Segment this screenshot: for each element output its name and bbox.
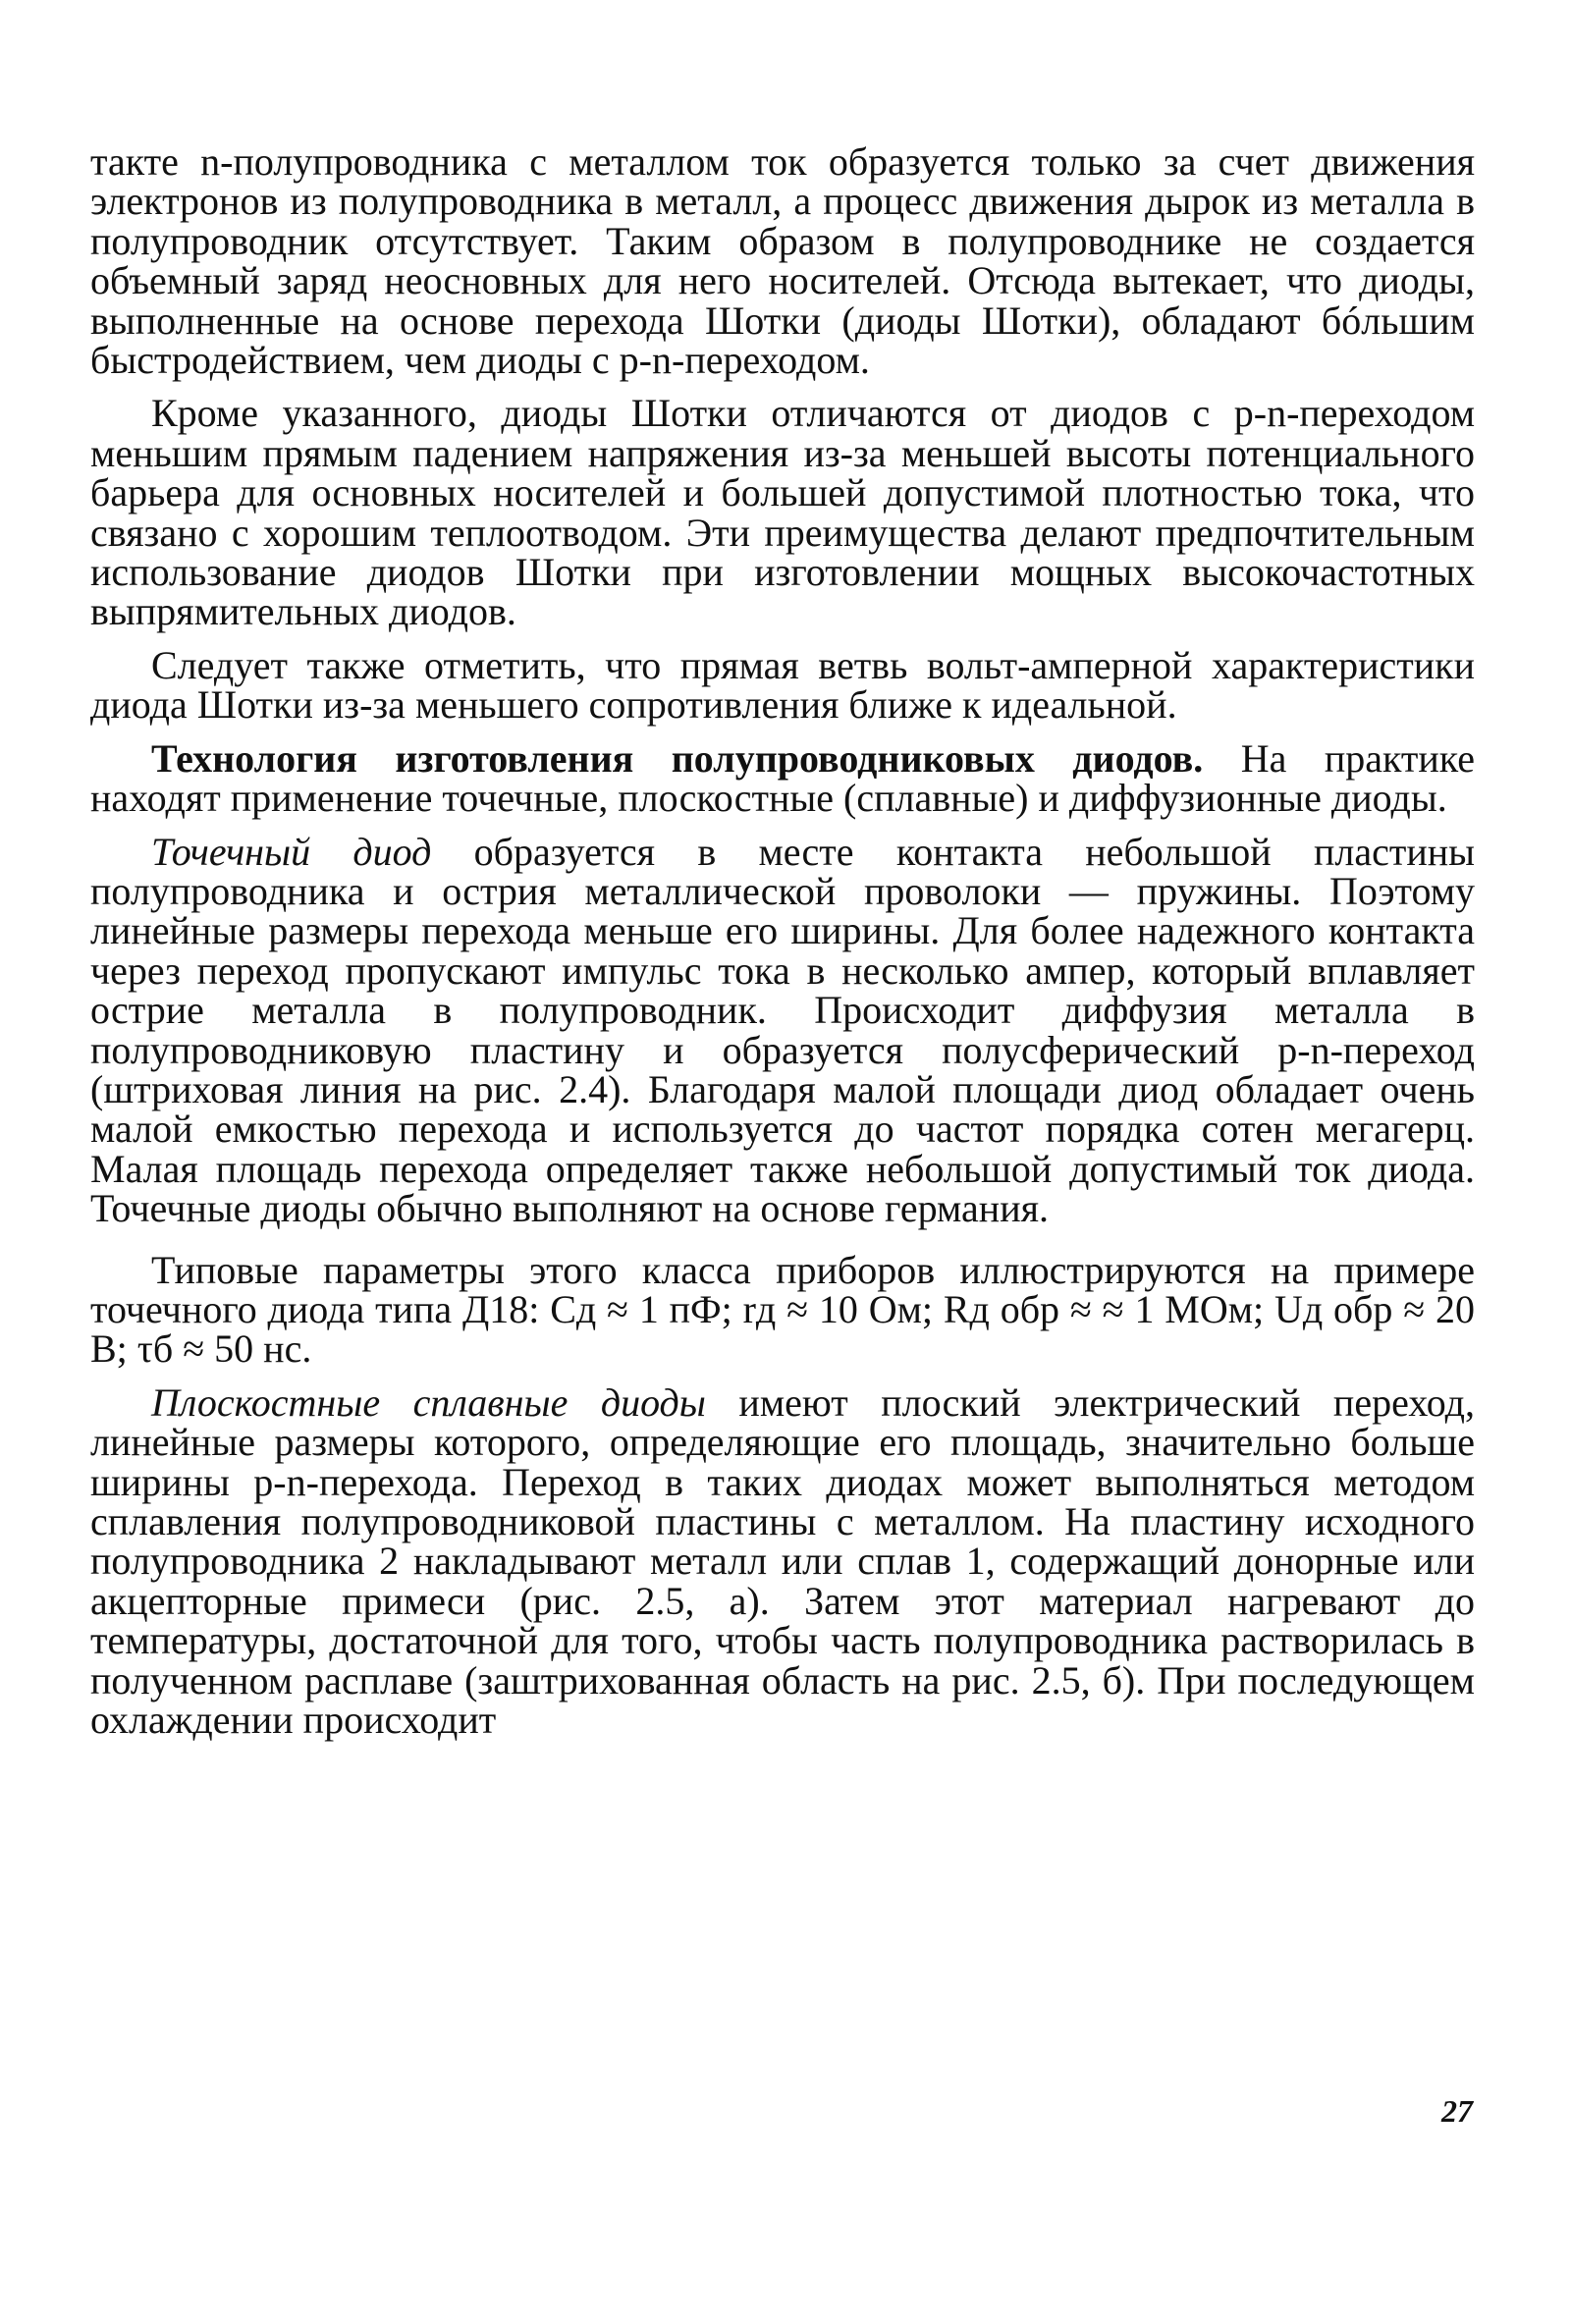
page-number: 27: [1441, 2093, 1473, 2129]
term-alloy-diodes: Плоскостные сплавные диоды: [151, 1379, 706, 1425]
paragraph-schottky-advantages: Кроме указанного, диоды Шотки отличаются от диодов с p-n-переходом меньшим прямым падением напряжения из-за меньшей высоты потенциального барьера для основных носителей и большей допустимой плотностью тока, что связано с хорошим теплоотводом. Эти преимущества делают предпочтительным использование диодов Шотки при изготовлении мощных высокочастотных выпрямительных диодов.: [90, 391, 1475, 634]
paragraph-typical-params: Типовые параметры этого класса приборов иллюстрируются на примере точечного диода типа Д18: Cд ≈ 1 пФ; rд ≈ 10 Ом; Rд обр ≈ ≈ 1 МОм; Uд обр ≈ 20 В; τб ≈ 50 нс.: [90, 1247, 1475, 1372]
paragraph-point-diode: [90, 829, 1476, 1231]
page-body: [90, 139, 1476, 1754]
section-heading-text: На практике находят применение точечные, плоскостные (сплавные) и диффузионные диоды.: [90, 735, 1475, 821]
paragraph-alloy-diodes: [90, 1379, 1475, 1743]
term-point-diode: Точечный диод: [151, 829, 432, 874]
point-diode-text: образуется в месте контакта небольшой пластины полупроводника и острия металлической проволоки — пружины. Поэтому линейные размеры перехода меньше его ширины. Для более надежного контакта через переход пропускают импульс тока в несколько ампер, который вплавляет острие металла в полупроводник. Происходит диффузия металла в полупроводниковую пластину и образуется полусферический p-n-переход (штриховая линия на рис. 2.4). Благодаря малой площади диод обладает очень малой емкостью перехода и используется до частот порядка сотен мегагерц. Малая площадь перехода определяет также небольшой допустимый ток диода. Точечные диоды обычно выполняют на основе германия.: [90, 829, 1476, 1231]
paragraph-technology: [90, 735, 1475, 821]
alloy-diodes-text: имеют плоский электрический переход, линейные размеры которого, определяющие его площадь, значительно больше ширины p-n-перехода. Переход в таких диодах может выполняться методом сплавления полупроводниковой пластины с металлом. На пластину исходного полупроводника 2 накладывают металл или сплав 1, содержащий донорные или акцепторные примеси (рис. 2.5, а). Затем этот материал нагревают до температуры, достаточной для того, чтобы часть полупроводника растворилась в полученном расплаве (заштрихованная область на рис. 2.5, б). При последующем охлаждении происходит: [90, 1379, 1475, 1743]
paragraph-vac-characteristic: Следует также отметить, что прямая ветвь вольт-амперной характеристики диода Шотки из-за меньшего сопротивления ближе к идеальной.: [90, 642, 1475, 728]
section-heading: Технология изготовления полупроводниковых диодов.: [151, 735, 1204, 781]
paragraph-schottky-speed: такте n-полупроводника с металлом ток образуется только за счет движения электронов из полупроводника в металл, а процесс движения дырок из металла в полупроводник отсутствует. Таким образом в полупроводнике не создается объемный заряд неосновных для него носителей. Отсюда вытекает, что диоды, выполненные на основе перехода Шотки (диоды Шотки), обладают бóльшим быстродействием, чем диоды с p-n-переходом.: [90, 139, 1475, 383]
